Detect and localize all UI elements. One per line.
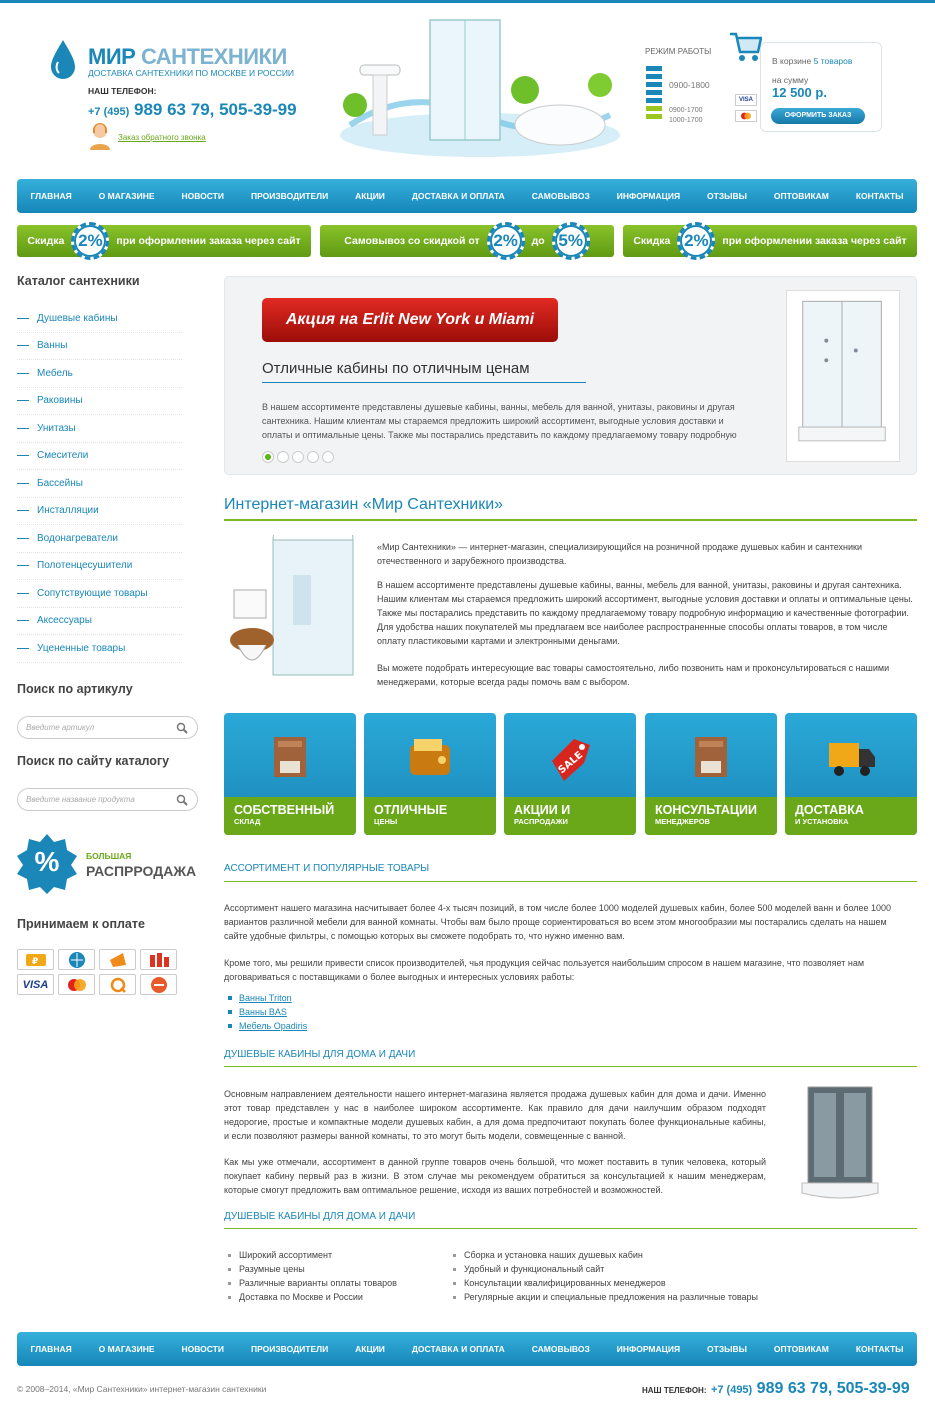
- list-item: Регулярные акции и специальные предложения на различные товары: [449, 1290, 879, 1304]
- brand-name[interactable]: МИР САНТЕХНИКИ: [88, 44, 287, 69]
- discount-badge: 5%: [552, 222, 590, 260]
- cabins-paragraph: Как мы уже отмечали, ассортимент в данной группе товаров очень большой, что может поставить в тупик человека, который покупает кабину первый раз в жизни. В этом случае мы рекомендуем обратиться за консультацией к нашим менеджерам, которые смогут предложить вам оптимальное решение, исходя из ваших потребностей и возможностей.: [224, 1157, 766, 1195]
- section-underline: [224, 1066, 917, 1067]
- nav-item[interactable]: АКЦИИ: [355, 1344, 385, 1354]
- mastercard-small-icon: [735, 110, 757, 122]
- brand-link[interactable]: Ванны Triton: [224, 991, 424, 1005]
- nav-item[interactable]: КОНТАКТЫ: [855, 191, 904, 201]
- category-item[interactable]: Смесители: [17, 443, 182, 471]
- benefits-list-right: [449, 1248, 879, 1304]
- list-item: Консультации квалифицированных менеджеров: [449, 1276, 879, 1290]
- category-item[interactable]: Унитазы: [17, 415, 182, 443]
- nav-item[interactable]: ОТЗЫВЫ: [707, 1344, 747, 1354]
- qiwi-icon: [99, 974, 136, 995]
- assortment-paragraph: Ассортимент нашего магазина насчитывает более 4-х тысяч позиций, в том числе более 1000 моделей душевых кабин, более 500 моделей ванн и более 1000 вариантов различной мебели для ванной комнаты. Чтобы вам было проще сориентироваться во всем этом многообразии мы постарались сделать на нашем сайте удобные фильтры, с помощью которых вы сможете подобрать то, что нужно именно вам.: [224, 903, 892, 941]
- delivery-truck-icon: [825, 731, 877, 783]
- warehouse-box-icon: [264, 731, 316, 783]
- cart-count-link[interactable]: 5 товаров: [813, 56, 853, 66]
- sale-label-small: БОЛЬШАЯ: [86, 851, 132, 861]
- list-item: Разумные цены: [224, 1262, 444, 1276]
- section-underline: [224, 881, 917, 882]
- nav-item[interactable]: САМОВЫВОЗ: [531, 1344, 590, 1354]
- nav-item[interactable]: НОВОСТИ: [181, 1344, 224, 1354]
- footer-phone: НАШ ТЕЛЕФОН: +7 (495) 989 63 79, 505-39-99: [642, 1380, 910, 1397]
- brand-link[interactable]: Мебель Opadiris: [224, 1019, 424, 1033]
- search-icon[interactable]: [176, 794, 188, 806]
- list-item: Сборка и установка наших душевых кабин: [449, 1248, 879, 1262]
- main-nav: [17, 179, 917, 213]
- search-icon[interactable]: [176, 722, 188, 734]
- nav-item[interactable]: ПРОИЗВОДИТЕЛИ: [250, 1344, 329, 1354]
- category-item[interactable]: Бассейны: [17, 470, 182, 498]
- category-item[interactable]: Водонагреватели: [17, 525, 182, 553]
- category-item[interactable]: Аксессуары: [17, 608, 182, 636]
- catalog-title: Каталог сантехники: [17, 274, 140, 288]
- category-item[interactable]: Инсталляции: [17, 498, 182, 526]
- promo-banner-1[interactable]: Скидка 2% при оформлении заказа через сайт: [17, 225, 311, 257]
- nav-item[interactable]: ОТЗЫВЫ: [707, 191, 747, 201]
- footer-nav: [17, 1332, 917, 1366]
- discount-badge: 2%: [677, 222, 715, 260]
- category-item[interactable]: Полотенцесушители: [17, 553, 182, 581]
- svg-text:SALE: SALE: [556, 749, 586, 777]
- list-item: Широкий ассортимент: [224, 1248, 444, 1262]
- sale-percent-icon[interactable]: %: [17, 834, 77, 894]
- promo-banner-3[interactable]: Скидка 2% при оформлении заказа через сайт: [623, 225, 917, 257]
- nav-item[interactable]: ОПТОВИКАМ: [773, 191, 829, 201]
- yandex-money-icon: [99, 949, 136, 970]
- cabins-paragraph: Основным направлением деятельности нашего интернет-магазина является продажа душевых кабин для дома и дачи. Именно этот товар представлен у нас в наиболее широком ассортименте. Как правило для дачи наилучшим образом подходят недорогие, простые и компактные модели душевых кабин, а для дома предпочитают покупать более функциональные кабины, и если позволяют размеры ванной комнаты, то это могут быть модели, совмещенные с ванной.: [224, 1089, 766, 1141]
- intro-paragraph: «Мир Сантехники» — интернет-магазин, специализирующийся на розничной продаже душевых кабин и сантехники отечественного и зарубежного производства.: [377, 542, 863, 566]
- water-drop-logo-icon: [50, 40, 76, 80]
- nav-item[interactable]: О МАГАЗИНЕ: [98, 191, 155, 201]
- header-phone: +7 (495) 989 63 79, 505-39-99: [88, 100, 297, 119]
- page-title: Интернет-магазин «Мир Сантехники»: [224, 496, 504, 513]
- slider-dot[interactable]: [262, 451, 274, 463]
- hours-weekdays: 0900-1800: [669, 80, 710, 90]
- slider-text: В нашем ассортименте представлены душевые кабины, ванны, мебель для ванной, унитазы, раковины и другая сантехника. Нашим клиентам мы стараемся предложить широкий ассортимент, выгодные условия доставки и оплаты и оптимальные цены. Также мы постарались представить по каждому предлагаемому товару подробную: [262, 402, 737, 440]
- hours-title: РЕЖИМ РАБОТЫ: [645, 47, 712, 56]
- cart-sum-label: на сумму: [772, 75, 809, 85]
- feature-consultations[interactable]: КОНСУЛЬТАЦИИ МЕНЕДЖЕРОВ: [645, 713, 777, 835]
- nav-item[interactable]: КОНТАКТЫ: [855, 1344, 904, 1354]
- sale-tag-icon: [544, 731, 596, 783]
- category-item[interactable]: Уцененные товары: [17, 635, 182, 663]
- nav-item[interactable]: АКЦИИ: [355, 191, 385, 201]
- nav-item[interactable]: ГЛАВНАЯ: [30, 191, 72, 201]
- category-item[interactable]: Сопутствующие товары: [17, 580, 182, 608]
- hours-saturday: 0900-1700: [669, 107, 703, 114]
- title-underline: [224, 519, 917, 521]
- slider-dot[interactable]: [277, 451, 289, 463]
- sale-label-big[interactable]: РАСПРРОДАЖА: [86, 863, 197, 879]
- assortment-paragraph: Кроме того, мы решили привести список производителей, чья продукция сейчас пользуется наибольшим спросом в нашем магазине, что позволяет нам договариваться с поставщиками о более выгодных и интересных условиях работы:: [224, 958, 865, 982]
- nav-item[interactable]: ИНФОРМАЦИЯ: [616, 1344, 681, 1354]
- catalog-search-input[interactable]: Введите название продукта: [17, 788, 198, 811]
- slider-dot[interactable]: [292, 451, 304, 463]
- intro-paragraph: Вы можете подобрать интересующие вас товары самостоятельно, либо позвонить нам и проконсультироваться с нашими менеджерами, которые всегда рады помочь вам с выбором.: [377, 663, 890, 687]
- nav-item[interactable]: ДОСТАВКА И ОПЛАТА: [411, 1344, 505, 1354]
- slider-heading: Отличные кабины по отличным ценам: [262, 360, 530, 377]
- wallet-icon: [404, 731, 456, 783]
- nav-item[interactable]: ПРОИЗВОДИТЕЛИ: [250, 191, 329, 201]
- mastercard-icon: [58, 974, 95, 995]
- callback-link[interactable]: Заказ обратного звонка: [118, 133, 206, 142]
- category-item[interactable]: Ванны: [17, 333, 182, 361]
- brand-links: [224, 991, 424, 1033]
- nav-item[interactable]: ДОСТАВКА И ОПЛАТА: [411, 191, 505, 201]
- cabins2-title: ДУШЕВЫЕ КАБИНЫ ДЛЯ ДОМА И ДАЧИ: [224, 1211, 416, 1222]
- search-article-title: Поиск по артикулу: [17, 682, 133, 696]
- payment-title: Принимаем к оплате: [17, 917, 145, 931]
- intro-paragraph: В нашем ассортименте представлены душевые кабины, ванны, мебель для ванной, унитазы, раковины и другая сантехника. Нашим клиентам мы стараемся предложить широкий ассортимент, выгодные условия доставки и оплаты и оптимальные цены. Также мы постарались представить по каждому предлагаемому товару подробную информацию и качественные фотографии. Для удобства наших покупателей мы предлагаем все наиболее распространенные способы оплаты товаров, в том числе оплату пластиковыми картами и электронными деньгами.: [377, 580, 913, 646]
- e-payment-icon: [140, 974, 177, 995]
- hours-sunday: 1000-1700: [669, 117, 703, 124]
- webmoney-icon: [58, 949, 95, 970]
- cart-count: В корзине 5 товаров: [772, 56, 853, 66]
- feature-great-prices[interactable]: ОТЛИЧНЫЕ ЦЕНЫ: [364, 713, 496, 835]
- phone-label: НАШ ТЕЛЕФОН:: [88, 86, 157, 96]
- feature-sales[interactable]: SALE АКЦИИ И РАСПРОДАЖИ: [504, 713, 636, 835]
- visa-icon: VISA: [17, 974, 54, 995]
- shower-cabin-image: [800, 1083, 880, 1201]
- promo-banner-2[interactable]: Самовывоз со скидкой от 2% до 5%: [320, 225, 614, 257]
- category-item[interactable]: Душевые кабины: [17, 305, 182, 333]
- slider-dot[interactable]: [307, 451, 319, 463]
- cabins-title: ДУШЕВЫЕ КАБИНЫ ДЛЯ ДОМА И ДАЧИ: [224, 1049, 416, 1060]
- hero-plumbing-image: [330, 15, 630, 165]
- copyright: © 2008–2014, «Мир Сантехники» интернет-магазин сантехники: [17, 1384, 267, 1394]
- shower-and-toilet-image: [228, 535, 358, 690]
- assortment-title: АССОРТИМЕНТ И ПОПУЛЯРНЫЕ ТОВАРЫ: [224, 863, 430, 874]
- svg-text:₽: ₽: [31, 956, 38, 967]
- article-search-input[interactable]: Введите артикул: [17, 716, 198, 739]
- operator-avatar-icon: [88, 122, 112, 150]
- nav-item[interactable]: ОПТОВИКАМ: [773, 1344, 829, 1354]
- nav-item[interactable]: ГЛАВНАЯ: [30, 1344, 72, 1354]
- slider-promo-button[interactable]: Акция на Erlit New York и Miami: [262, 298, 558, 342]
- list-item: Удобный и функциональный сайт: [449, 1262, 879, 1276]
- feature-own-warehouse[interactable]: СОБСТВЕННЫЙ СКЛАД: [224, 713, 356, 835]
- category-list: [17, 305, 182, 663]
- discount-badge: 2%: [487, 222, 525, 260]
- visa-small-icon: VISA: [735, 94, 757, 106]
- nav-item[interactable]: НОВОСТИ: [181, 191, 224, 201]
- cart-sum: 12 500 р.: [772, 85, 827, 100]
- slider-pagination: [262, 451, 334, 463]
- list-item: Доставка по Москве и России: [224, 1290, 444, 1304]
- hours-indicator: [646, 66, 662, 122]
- brand-tagline: ДОСТАВКА САНТЕХНИКИ ПО МОСКВЕ И РОССИИ: [88, 68, 295, 78]
- discount-badge: 2%: [71, 222, 109, 260]
- nav-item[interactable]: ИНФОРМАЦИЯ: [616, 191, 681, 201]
- shopping-cart-icon[interactable]: [728, 28, 762, 64]
- alfa-click-icon: [140, 949, 177, 970]
- category-item[interactable]: Мебель: [17, 360, 182, 388]
- brand-link[interactable]: Ванны BAS: [224, 1005, 424, 1019]
- benefits-list-left: [224, 1248, 444, 1304]
- feature-delivery[interactable]: ДОСТАВКА И УСТАНОВКА: [785, 713, 917, 835]
- nav-item[interactable]: САМОВЫВОЗ: [531, 191, 590, 201]
- nav-item[interactable]: О МАГАЗИНЕ: [98, 1344, 155, 1354]
- section-underline: [224, 1228, 917, 1229]
- consultation-box-icon: [685, 731, 737, 783]
- search-catalog-title: Поиск по сайту каталогу: [17, 754, 170, 768]
- checkout-button[interactable]: ОФОРМИТЬ ЗАКАЗ: [771, 108, 865, 124]
- slider-product-image[interactable]: [786, 290, 900, 462]
- slider-heading-underline: [262, 382, 586, 383]
- top-accent-line: [0, 0, 935, 3]
- payment-terminal-icon: [17, 949, 54, 970]
- category-item[interactable]: Раковины: [17, 388, 182, 416]
- list-item: Различные варианты оплаты товаров: [224, 1276, 444, 1290]
- payment-methods: [17, 949, 175, 995]
- slider-dot[interactable]: [322, 451, 334, 463]
